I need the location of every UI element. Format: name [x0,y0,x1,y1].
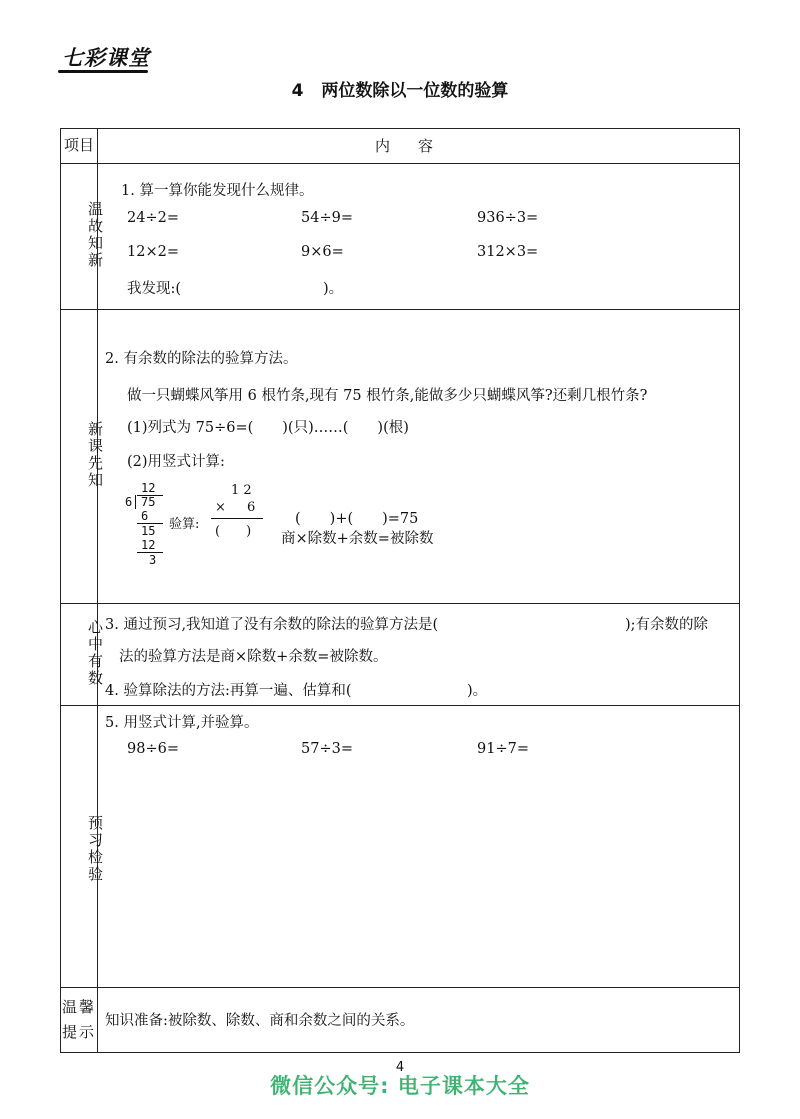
tips-text: 知识准备:被除数、除数、商和余数之间的关系。 [105,1013,415,1029]
section-label-check: 预习检验 [86,815,104,883]
question-3-end: 法的验算方法是商×除数+余数=被除数。 [119,649,388,665]
review-expr: 12×2= [127,244,179,260]
found-end: )。 [323,281,344,297]
review-expr: 24÷2= [127,210,179,226]
remainder-1: 15 [141,524,156,538]
row-divider [61,309,739,310]
section-label-preview: 新课先知 [86,421,104,489]
partial-product-2: 12 [141,538,156,552]
quotient: 12 [141,481,156,495]
formula-rule: 商×除数+余数=被除数 [281,531,434,547]
final-remainder: 3 [149,553,157,567]
worksheet-table [60,128,740,1053]
question-4-end: )。 [467,683,488,699]
row-divider [61,705,739,706]
step-2: (2)用竖式计算: [127,454,225,470]
review-expr: 312×3= [477,244,539,260]
exercise: 91÷7= [477,741,529,757]
found-prompt: 我发现:( [127,281,182,297]
exercise: 57÷3= [301,741,353,757]
section-label-review: 温故知新 [86,201,104,269]
review-expr: 9×6= [301,244,344,260]
partial-product-1: 6 [141,509,149,523]
page-number: 4 [395,1060,405,1075]
question-4: 4. 验算除法的方法:再算一遍、估算和( [105,683,352,699]
times-sign: × [215,500,226,515]
mult-blank: ( ) [215,524,252,539]
exercise: 98÷6= [127,741,179,757]
question-2: 2. 有余数的除法的验算方法。 [105,351,298,367]
row-divider [61,603,739,604]
question-5: 5. 用竖式计算,并验算。 [105,715,259,731]
review-expr: 54÷9= [301,210,353,226]
check-multiplication [211,483,271,539]
question-1: 1. 算一算你能发现什么规律。 [121,183,314,199]
mult-line [211,518,263,519]
check-label: 验算: [169,517,200,532]
row-divider [61,987,739,988]
mult-factor: 6 [247,500,256,515]
page-title [0,76,800,101]
row-divider [61,163,739,164]
section-label-summary: 心中有数 [86,619,104,687]
divisor: 6 [125,495,133,509]
dividend: 75 [141,495,156,509]
lesson-number: 4 [291,81,304,101]
section-label-tips: 温馨提示 [61,998,96,1041]
header-content: 内容 [374,137,461,155]
watermark: 微信公众号: 电子课本大全 [270,1074,530,1098]
question-3-start: 3. 通过预习,我知道了没有余数的除法的验算方法是( [105,617,439,633]
review-expr: 936÷3= [477,210,539,226]
question-3-mid: );有余数的除 [625,617,709,633]
mult-top: 1 2 [231,483,252,498]
header-item: 项目 [63,136,94,154]
lesson-title: 两位数除以一位数的验算 [321,81,509,101]
problem-text: 做一只蝴蝶风筝用 6 根竹条,现有 75 根竹条,能做多少只蝴蝶风筝?还剩几根竹条? [127,388,648,404]
logo-underline [58,70,148,73]
brand-logo: 七彩课堂 [62,46,150,70]
step-1: (1)列式为 75÷6=( )(只)……( )(根) [127,420,409,436]
division-bracket [135,495,136,509]
formula-fill: ( )+( )=75 [295,511,419,527]
